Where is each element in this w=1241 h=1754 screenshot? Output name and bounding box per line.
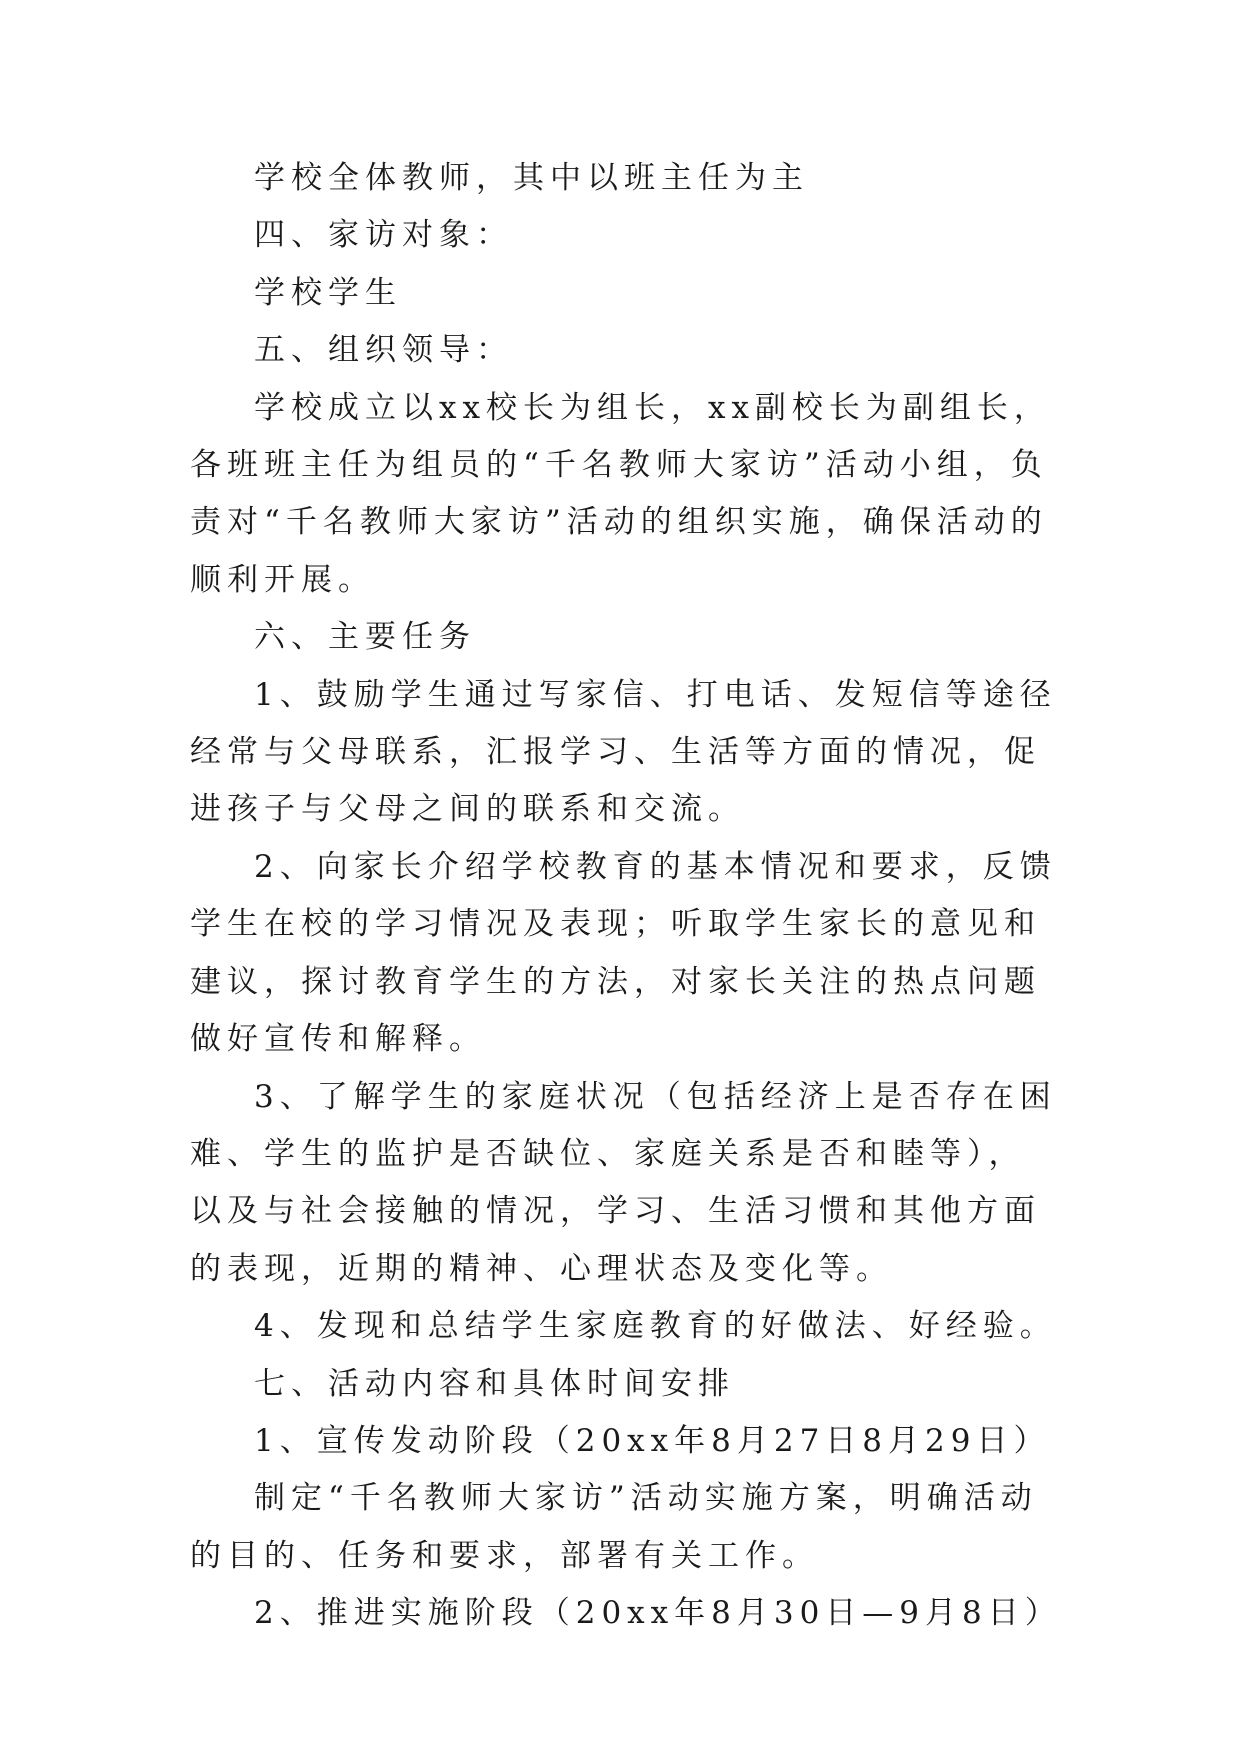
document-body	[190, 150, 1060, 1643]
heading-main-tasks: 六、主要任务	[254, 619, 476, 656]
paragraph-teachers: 学校全体教师，其中以班主任为主	[254, 160, 809, 196]
paragraph-phase-2: 2、推进实施阶段（20xx年8月30日—9月8日）	[254, 1595, 1062, 1632]
heading-schedule: 七、活动内容和具体时间安排	[254, 1365, 735, 1402]
paragraph-phase-1-detail: 制定“千名教师大家访”活动实施方案，明确活动的目的、任务和要求，部署有关工作。	[190, 1480, 1038, 1574]
paragraph-organization: 学校成立以xx校长为组长，xx副校长为副组长，各班班主任为组员的“千名教师大家访”活动小组，负责对“千名教师大家访”活动的组织实施，确保活动的顺利开展。	[190, 389, 1051, 598]
heading-visit-targets: 四、家访对象：	[254, 217, 513, 254]
paragraph-students: 学校学生	[254, 274, 402, 311]
paragraph-task-4: 4、发现和总结学生家庭教育的好做法、好经验。	[254, 1308, 1057, 1345]
paragraph-task-2: 2、向家长介绍学校教育的基本情况和要求，反馈学生在校的学习情况及表现；听取学生家长的意见和建议，探讨教育学生的方法，对家长关注的热点问题做好宣传和解释。	[190, 848, 1057, 1058]
paragraph-task-3: 3、了解学生的家庭状况（包括经济上是否存在困难、学生的监护是否缺位、家庭关系是否和睦等），以及与社会接触的情况，学习、生活习惯和其他方面的表现，近期的精神、心理状态及变化等。	[190, 1078, 1057, 1287]
paragraph-task-1: 1、鼓励学生通过写家信、打电话、发短信等途径经常与父母联系，汇报学习、生活等方面的情况，促进孩子与父母之间的联系和交流。	[190, 676, 1057, 828]
heading-organization: 五、组织领导：	[254, 332, 513, 369]
paragraph-phase-1: 1、宣传发动阶段（20xx年8月27日8月29日）	[254, 1422, 1051, 1459]
